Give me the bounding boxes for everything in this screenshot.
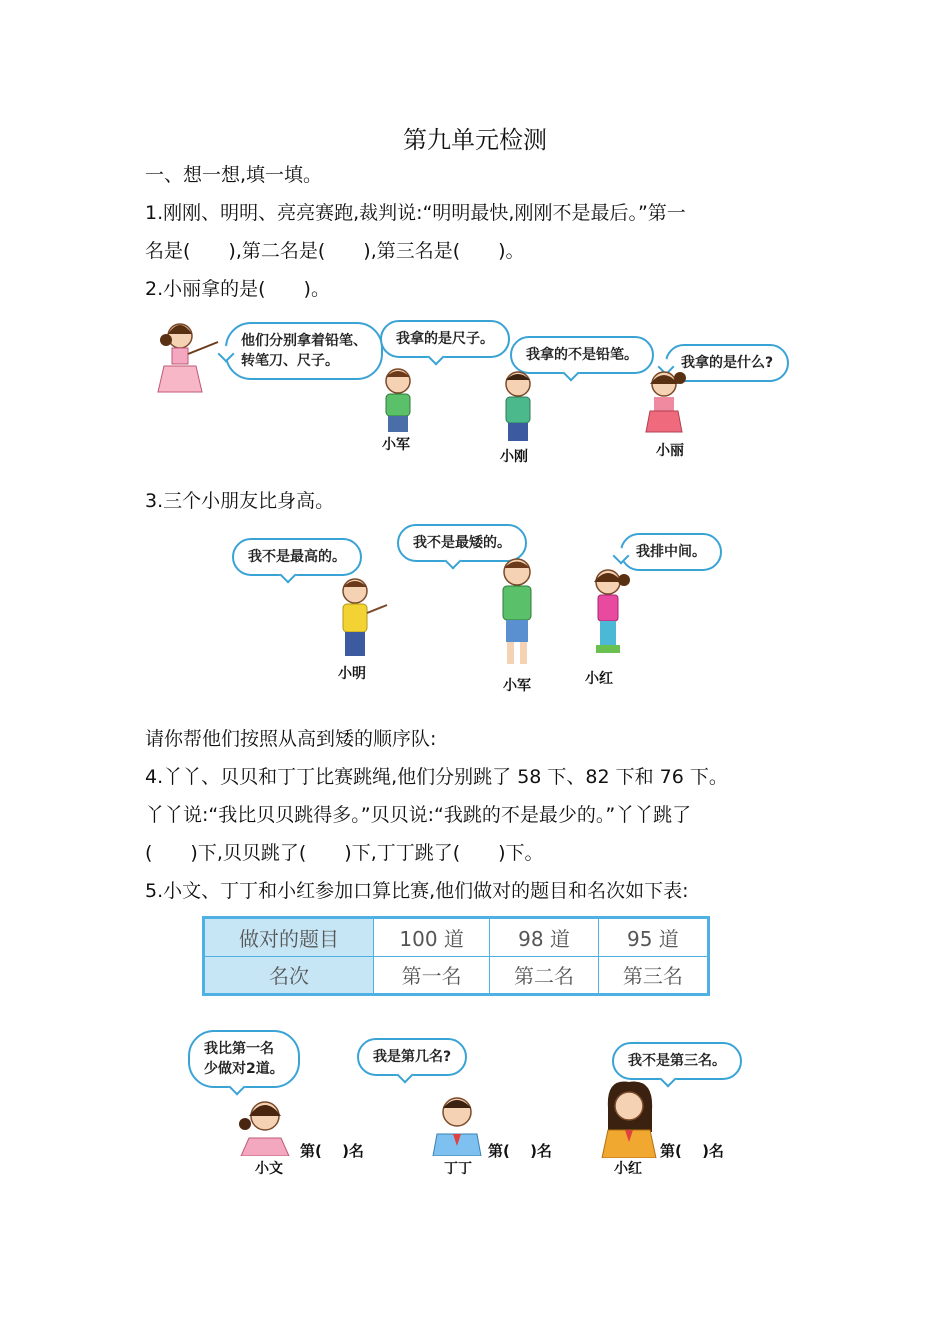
- table-cell: 100 道: [374, 918, 490, 957]
- q2-bubble-xiaogang: 我拿的不是铅笔。: [510, 336, 654, 374]
- q3-name-xiaohong: 小红: [585, 671, 613, 687]
- section-heading: 一、想一想,填一填。: [145, 164, 323, 186]
- q5-rank-blank-xiaowen: 第( )名: [300, 1142, 364, 1160]
- q5-name-xiaowen: 小文: [255, 1161, 283, 1177]
- q4-line3: ( )下,贝贝跳了( )下,丁丁跳了( )下。: [145, 842, 544, 864]
- q2-name-xiaogang: 小刚: [500, 449, 528, 465]
- q5-bubble-dingding: 我是第几名?: [357, 1038, 467, 1076]
- table-row: [204, 956, 709, 995]
- q3-name-xiaojun: 小军: [503, 678, 531, 694]
- boy-xiaojun-figure: [372, 365, 424, 435]
- q5-name-xiaohong: 小红: [614, 1161, 642, 1177]
- q3-name-xiaoming: 小明: [338, 666, 366, 682]
- q3-bubble-xiaohong: 我排中间。: [620, 533, 722, 571]
- q5-bubble-xiaowen: [188, 1030, 300, 1088]
- table-cell: 98 道: [490, 918, 598, 957]
- q2-bubble-text-2: 转笔刀、尺子。: [241, 353, 339, 369]
- page-title: 第九单元检测: [403, 126, 547, 154]
- q2-bubble-xiaoli: 我拿的是什么?: [665, 344, 789, 382]
- q3-instruction: 请你帮他们按照从高到矮的顺序队:: [145, 728, 437, 750]
- boy-xiaogang-figure: [490, 368, 546, 446]
- q3-text: 3.三个小朋友比身高。: [145, 490, 335, 512]
- q1-line2: 名是( ),第二名是( ),第三名是( )。: [145, 240, 525, 262]
- girl-xiaoli-figure: [636, 368, 694, 442]
- q2-bubble-teacher: [225, 322, 383, 380]
- table-row: [204, 918, 709, 957]
- q5-rank-blank-dingding: 第( )名: [488, 1142, 552, 1160]
- girl-xiaohong-q5-figure: [596, 1078, 662, 1158]
- q4-line2: 丫丫说:“我比贝贝跳得多。”贝贝说:“我跳的不是最少的。”丫丫跳了: [145, 804, 692, 826]
- q1-line1: 1.刚刚、明明、亮亮赛跑,裁判说:“明明最快,刚刚不是最后。”第一: [145, 202, 686, 224]
- q5-rank-blank-xiaohong: 第( )名: [660, 1142, 724, 1160]
- table-cell: 第三名: [598, 956, 708, 995]
- boy-dingding-figure: [425, 1090, 489, 1156]
- q2-text: 2.小丽拿的是( )。: [145, 278, 330, 300]
- q2-name-xiaojun: 小军: [382, 437, 410, 453]
- table-cell: 95 道: [598, 918, 708, 957]
- q5-text: 5.小文、丁丁和小红参加口算比赛,他们做对的题目和名次如下表:: [145, 880, 689, 902]
- q5-bubble-text-2: 少做对2道。: [204, 1061, 284, 1077]
- table-cell: 第一名: [374, 956, 490, 995]
- q3-bubble-xiaojun: 我不是最矮的。: [397, 524, 527, 562]
- q2-name-xiaoli: 小丽: [656, 443, 684, 459]
- teacher-girl-figure: [150, 318, 230, 398]
- q2-bubble-xiaojun: 我拿的是尺子。: [380, 320, 510, 358]
- boy-xiaojun-tall-figure: [488, 556, 546, 670]
- girl-xiaohong-figure: [578, 566, 636, 662]
- girl-xiaowen-figure: [235, 1094, 299, 1156]
- table-header-cell: 做对的题目: [204, 918, 374, 957]
- q2-bubble-text-1: 他们分别拿着铅笔、: [241, 333, 367, 349]
- boy-xiaoming-figure: [325, 575, 391, 665]
- q4-line1: 4.丫丫、贝贝和丁丁比赛跳绳,他们分别跳了 58 下、82 下和 76 下。: [145, 766, 728, 788]
- score-table: [202, 916, 710, 996]
- table-header-cell: 名次: [204, 956, 374, 995]
- q5-bubble-text-1: 我比第一名: [204, 1041, 274, 1057]
- q3-bubble-xiaoming: 我不是最高的。: [232, 538, 362, 576]
- table-cell: 第二名: [490, 956, 598, 995]
- q5-name-dingding: 丁丁: [444, 1161, 472, 1177]
- q5-bubble-xiaohong: 我不是第三名。: [612, 1042, 742, 1080]
